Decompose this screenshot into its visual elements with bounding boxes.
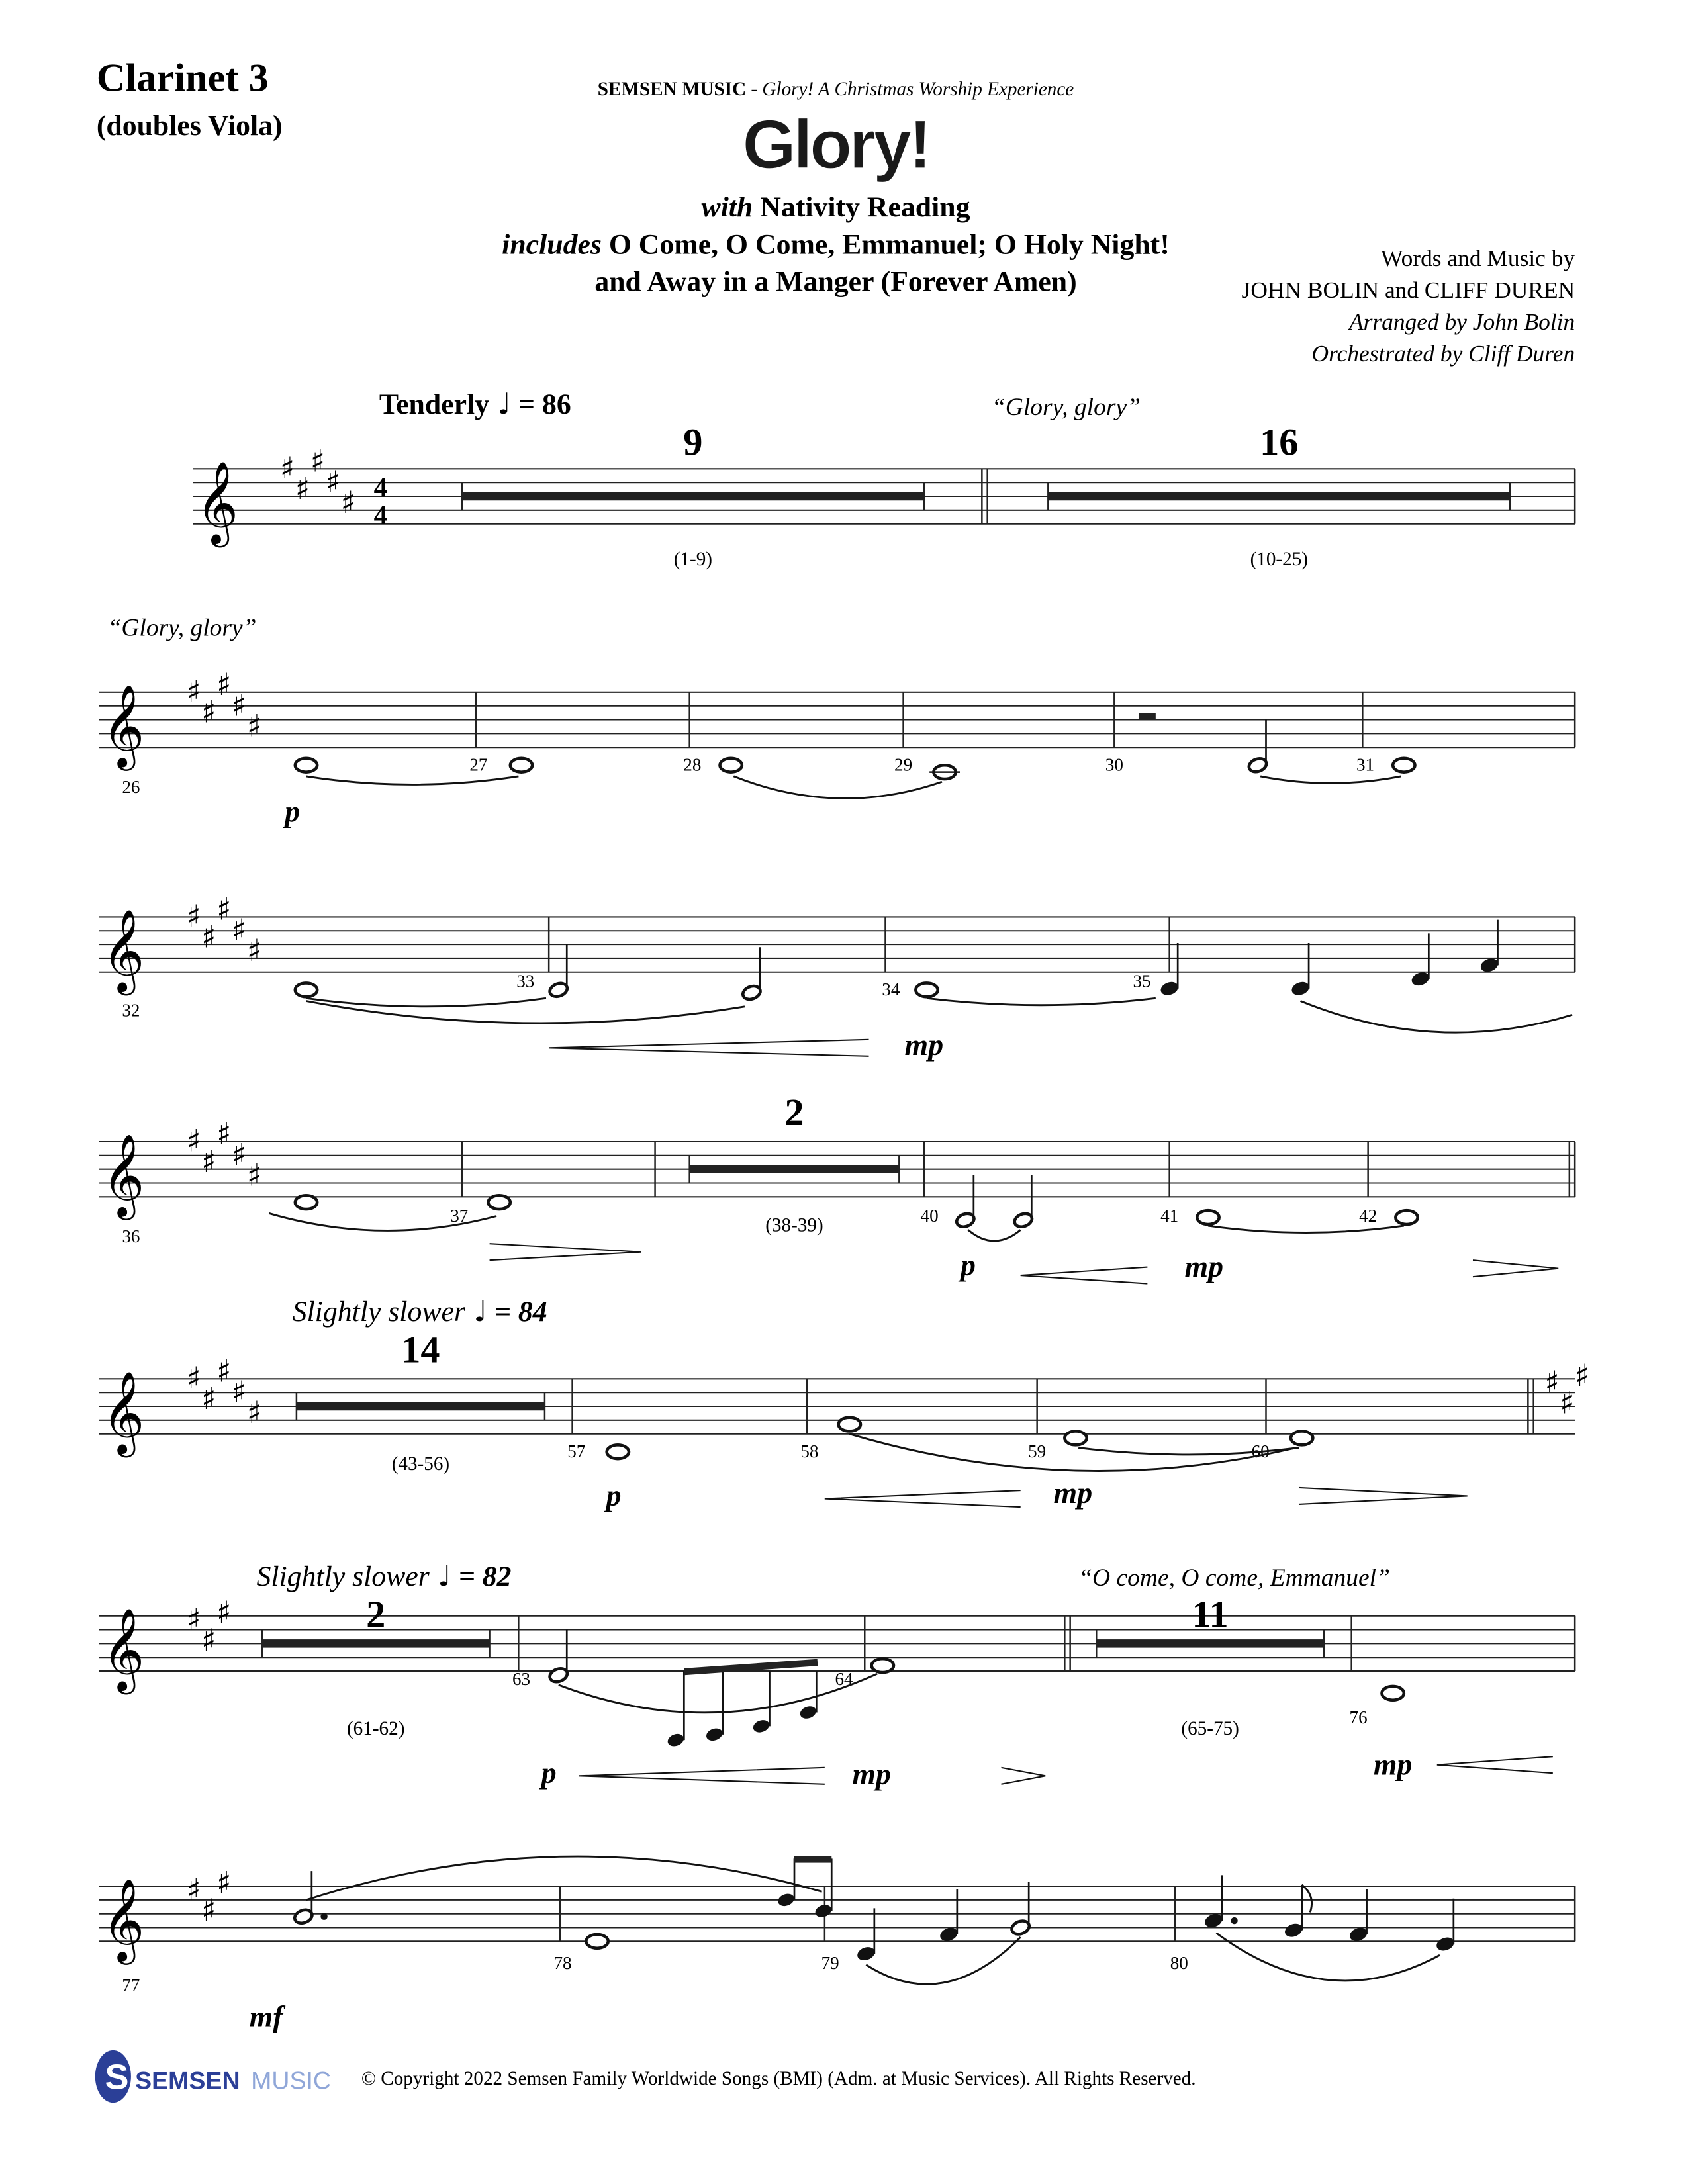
measure-number: 34 xyxy=(882,979,900,1000)
rest-range: (10-25) xyxy=(1250,549,1309,570)
credit-arranger: Arranged by John Bolin xyxy=(1348,308,1575,335)
whole-note xyxy=(872,1659,894,1672)
sharp-icon: ♯ xyxy=(246,933,262,969)
slur xyxy=(306,1856,822,1900)
subtitle-1 xyxy=(702,191,970,223)
subtitle-1-italic: with xyxy=(701,191,753,224)
whole-note xyxy=(295,983,317,997)
multi-measure-rest xyxy=(462,492,924,501)
half-rest xyxy=(1139,713,1156,719)
measure-number: 26 xyxy=(122,776,140,797)
slur xyxy=(733,776,942,798)
crescendo-hairpin xyxy=(1437,1756,1553,1773)
rest-count: 14 xyxy=(401,1328,440,1371)
sharp-icon: ♯ xyxy=(186,898,201,934)
whole-note xyxy=(1393,758,1415,772)
sharp-icon: ♯ xyxy=(216,1116,232,1152)
sharp-icon: ♯ xyxy=(216,1594,232,1631)
sharp-icon: ♯ xyxy=(246,1394,262,1430)
dynamic-marking: mp xyxy=(852,1756,891,1791)
treble-clef-icon: 𝄞 xyxy=(102,1369,145,1454)
sharp-icon: ♯ xyxy=(186,1359,201,1396)
publisher-name: SEMSEN MUSIC xyxy=(597,78,747,100)
eighth-note xyxy=(798,1704,818,1721)
slur xyxy=(306,776,519,785)
tempo-value: = 86 xyxy=(511,388,571,421)
measure-number: 33 xyxy=(516,971,535,991)
copyright-notice: © Copyright 2022 Semsen Family Worldwide Songs (BMI) (Adm. at Music Services). All Rights Reserved. xyxy=(361,2068,1196,2090)
sharp-icon: ♯ xyxy=(1560,1385,1575,1421)
sharp-icon: ♯ xyxy=(186,1601,201,1637)
whole-note xyxy=(489,1195,510,1209)
instrument-name: Clarinet 3 xyxy=(96,56,269,101)
sharp-icon: ♯ xyxy=(216,666,232,702)
measure-number: 77 xyxy=(122,1975,140,1995)
tempo-value: = 82 xyxy=(451,1560,512,1592)
whole-note xyxy=(586,1934,608,1948)
measure-number: 29 xyxy=(894,754,913,775)
credit-words-music: Words and Music by xyxy=(1381,245,1575,272)
tempo-marking xyxy=(257,1559,512,1593)
whole-note xyxy=(1064,1432,1086,1445)
lyric-cue: “Glory, glory” xyxy=(991,394,1141,422)
sharp-icon: ♯ xyxy=(1544,1364,1560,1400)
quarter-note-icon: ♩ xyxy=(497,387,512,421)
quarter-note-icon: ♩ xyxy=(438,1559,451,1593)
slur xyxy=(927,998,1156,1005)
tempo-label: Slightly slower xyxy=(256,1560,430,1592)
tempo-label: Tenderly xyxy=(379,388,490,421)
rest-count: 2 xyxy=(366,1592,386,1636)
slur xyxy=(1260,776,1401,783)
sharp-icon: ♯ xyxy=(201,1143,216,1179)
sharp-icon: ♯ xyxy=(186,673,201,709)
sharp-icon: ♯ xyxy=(201,1381,216,1417)
sharp-icon: ♯ xyxy=(246,1157,262,1193)
treble-clef-icon: 𝄞 xyxy=(102,683,145,768)
logo-semsen: SEMSEN xyxy=(135,2066,240,2095)
sharp-icon: ♯ xyxy=(232,1136,247,1173)
subtitle-2-italic: includes xyxy=(502,228,602,261)
multi-measure-rest xyxy=(690,1165,900,1173)
whole-note xyxy=(1395,1210,1417,1224)
rest-count: 16 xyxy=(1260,420,1299,464)
time-signature-bottom: 4 xyxy=(373,500,388,531)
rest-range: (1-9) xyxy=(673,549,713,570)
measure-number: 32 xyxy=(122,1000,140,1021)
measure-number: 64 xyxy=(835,1668,853,1689)
slur xyxy=(1217,1933,1440,1981)
dot xyxy=(320,1913,327,1920)
rest-range: (38-39) xyxy=(765,1214,823,1236)
credit-orchestrator: Orchestrated by Cliff Duren xyxy=(1311,340,1575,367)
measure-number: 27 xyxy=(469,754,488,775)
rest-range: (43-56) xyxy=(391,1453,450,1475)
measure-number: 37 xyxy=(450,1205,469,1226)
subtitle-1-text: Nativity Reading xyxy=(753,191,970,224)
sharp-icon: ♯ xyxy=(201,694,216,730)
sharp-icon: ♯ xyxy=(216,891,232,927)
measure-number: 42 xyxy=(1359,1205,1378,1226)
dynamic-marking: mp xyxy=(1053,1475,1093,1510)
treble-clef-icon: 𝄞 xyxy=(102,1877,145,1962)
measure-number: 30 xyxy=(1105,754,1123,775)
sharp-icon: ♯ xyxy=(216,1353,232,1389)
dynamic-marking: p xyxy=(541,1755,557,1790)
eighth-note xyxy=(704,1726,724,1743)
measure-number: 35 xyxy=(1133,971,1151,991)
multi-measure-rest xyxy=(1048,492,1510,501)
decrescendo-hairpin xyxy=(490,1244,641,1260)
multi-measure-rest xyxy=(262,1639,490,1648)
score xyxy=(99,387,1589,2034)
lyric-cue: “O come, O come, Emmanuel” xyxy=(1078,1564,1390,1592)
sharp-icon: ♯ xyxy=(310,443,325,479)
tempo-marking xyxy=(379,387,571,421)
semsen-logo xyxy=(95,2050,331,2103)
beam xyxy=(684,1659,818,1675)
eighth-note xyxy=(751,1718,771,1735)
crescendo-hairpin xyxy=(549,1040,868,1056)
credit-composers: JOHN BOLIN and CLIFF DUREN xyxy=(1241,277,1575,303)
time-signature-top: 4 xyxy=(373,473,388,504)
rest-range: (61-62) xyxy=(346,1717,405,1739)
treble-clef-icon: 𝄞 xyxy=(102,1607,145,1692)
measure-number: 59 xyxy=(1028,1441,1047,1462)
sharp-icon: ♯ xyxy=(201,919,216,955)
tempo-label: Slightly slower xyxy=(292,1295,465,1328)
whole-note xyxy=(915,983,937,997)
treble-clef-icon: 𝄞 xyxy=(195,459,238,544)
measure-number: 63 xyxy=(512,1668,531,1689)
eighth-note xyxy=(814,1903,833,1919)
subtitle-2-text: O Come, O Come, Emmanuel; O Holy Night! xyxy=(601,228,1170,261)
flag xyxy=(1302,1885,1312,1913)
whole-note xyxy=(1291,1432,1313,1445)
dynamic-marking: mf xyxy=(249,1999,283,2034)
sharp-icon: ♯ xyxy=(232,687,247,723)
decrescendo-hairpin xyxy=(1473,1260,1558,1277)
dynamic-marking: p xyxy=(961,1248,976,1283)
dynamic-marking: p xyxy=(606,1479,622,1512)
sharp-icon: ♯ xyxy=(186,1122,201,1159)
slur xyxy=(1301,1001,1572,1033)
whole-note xyxy=(1197,1210,1219,1224)
rest-count: 11 xyxy=(1192,1592,1229,1636)
measure-number: 80 xyxy=(1170,1953,1188,1973)
measure-number: 58 xyxy=(800,1441,819,1462)
song-title: Glory! xyxy=(742,107,929,184)
sharp-icon: ♯ xyxy=(1575,1357,1590,1393)
sharp-icon: ♯ xyxy=(232,1373,247,1410)
sharp-icon: ♯ xyxy=(201,1621,216,1658)
dynamic-marking: p xyxy=(285,794,301,829)
measure-number: 36 xyxy=(122,1226,140,1247)
crescendo-hairpin xyxy=(579,1768,825,1784)
dot xyxy=(1231,1917,1237,1924)
sharp-icon: ♯ xyxy=(325,463,340,500)
measure-number: 57 xyxy=(567,1441,586,1462)
eighth-note xyxy=(666,1732,685,1749)
sharp-icon: ♯ xyxy=(340,484,355,521)
whole-note xyxy=(1382,1686,1404,1700)
quarter-note-icon: ♩ xyxy=(473,1294,488,1328)
subtitle-2 xyxy=(502,228,1170,260)
crescendo-hairpin xyxy=(1021,1267,1148,1284)
beam xyxy=(794,1856,831,1862)
sharp-icon: ♯ xyxy=(279,449,295,486)
measure-number: 60 xyxy=(1251,1441,1270,1462)
slur xyxy=(1208,1226,1404,1232)
dynamic-marking: mp xyxy=(1184,1250,1224,1284)
logo-music: MUSIC xyxy=(251,2066,332,2095)
slur xyxy=(559,1674,877,1713)
sharp-icon: ♯ xyxy=(232,911,247,948)
rest-range: (65-75) xyxy=(1181,1717,1239,1739)
treble-clef-icon: 𝄞 xyxy=(102,1132,145,1217)
whole-note xyxy=(839,1418,861,1432)
whole-note xyxy=(295,1195,317,1209)
slur xyxy=(968,1230,1021,1241)
sharp-icon: ♯ xyxy=(246,707,262,744)
tempo-marking xyxy=(293,1295,547,1328)
measure-number: 76 xyxy=(1349,1707,1368,1728)
multi-measure-rest xyxy=(1096,1639,1324,1648)
tempo-value: = 84 xyxy=(487,1295,547,1328)
decrescendo-hairpin xyxy=(1002,1768,1046,1784)
lyric-cue: “Glory, glory” xyxy=(107,614,257,642)
subtitle-3: and Away in a Manger (Forever Amen) xyxy=(594,265,1077,298)
eighth-note xyxy=(776,1891,796,1908)
decrescendo-hairpin xyxy=(1299,1488,1468,1504)
crescendo-hairpin xyxy=(825,1490,1021,1507)
sharp-icon: ♯ xyxy=(216,1864,232,1901)
measure-number: 41 xyxy=(1160,1205,1179,1226)
whole-note xyxy=(295,758,317,772)
slur xyxy=(306,998,547,1007)
measure-number: 28 xyxy=(683,754,702,775)
measure-number: 31 xyxy=(1356,754,1375,775)
collection-name: - Glory! A Christmas Worship Experience xyxy=(746,78,1074,100)
measure-number: 40 xyxy=(920,1205,939,1226)
dynamic-marking: mp xyxy=(904,1027,944,1062)
sharp-icon: ♯ xyxy=(295,471,310,507)
measure-number: 79 xyxy=(821,1953,839,1973)
rest-count: 2 xyxy=(784,1091,804,1134)
whole-note xyxy=(510,758,532,772)
whole-note xyxy=(607,1445,629,1459)
slur xyxy=(866,1937,1020,1984)
dynamic-marking: mp xyxy=(1373,1747,1413,1782)
treble-clef-icon: 𝄞 xyxy=(102,907,145,992)
publisher-line xyxy=(598,79,1074,100)
sharp-icon: ♯ xyxy=(201,1892,216,1929)
multi-measure-rest xyxy=(297,1402,545,1411)
logo-s-letter: S xyxy=(105,2057,129,2097)
rest-count: 9 xyxy=(683,420,703,464)
sharp-icon: ♯ xyxy=(186,1871,201,1907)
instrument-note: (doubles Viola) xyxy=(96,110,283,142)
whole-note xyxy=(720,758,742,772)
measure-number: 78 xyxy=(553,1953,572,1973)
